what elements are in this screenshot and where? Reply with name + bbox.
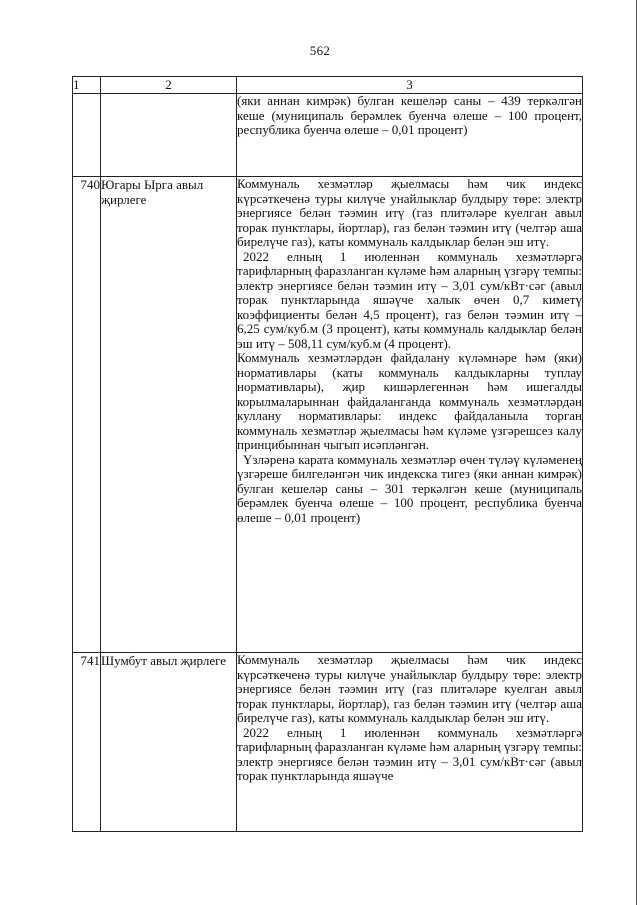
settlement-name: Югары Ырга авыл җирлеге [101,177,237,653]
paragraph: Үзләренә карата коммуналь хезмәтләр өчен түләү күләменең үзгәреше билгеләнгән чик индекска тигез (яки аннан кимрәк) булган кешеләр саны – 301 теркәлгән кеше (муниципаль берәмлек буенча өлеше – 100 процент, республика буенча өлеше – 0,01 процент) [237,451,582,525]
paragraph: Коммуналь хезмәтләр җыелмасы һәм чик индекс күрсәткеченә туры килүче унайлыклар булдыру төре: электр энергиясе белән тәэмин итү (газ плитәләре куелган авыл торак пунктлары, йортлар), газ белән тәэмин итү (челтәр аша бирелүче газ), каты коммуналь калдыклар белән эш итү. [237,652,582,725]
paragraph: 2022 елның 1 июленнән коммуналь хезмәтләргә тарифларның фаразланган күләме һәм аларның үзгәрү темпы: электр энергиясе белән тәэмин итү – 3,01 сум/кВт·сәг (авыл торак пунктларында яшәүче [237,724,582,783]
cell-description [237,177,583,653]
table-row [73,177,583,653]
paragraph: (яки аннан кимрәк) булган кешеләр саны – 439 теркәлгән кеше (муниципаль берәмлек буенча өлеше – 100 процент, республика буенча өлеше – 0,01 процент) [237,93,582,137]
page-edge-line [636,0,637,905]
paragraph: 2022 елның 1 июленнән коммуналь хезмәтләргә тарифларның фаразланган күләме һәм аларның үзгәрү темпы: электр энергиясе белән тәэмин итү – 3,01 сум/кВт·сәг (авыл торак пунктларында яшәүче халык өчен 0,7 киметү коэффициенты белән 4,5 процент), газ белән тәэмин итү – 6,25 сум/куб.м (3 процент), каты коммуналь калдыклар белән эш итү – 508,11 сум/куб.м (4 процент). [237,248,582,351]
table-header-row [73,77,583,94]
cell-name-empty [101,94,237,177]
municipal-tariff-table [72,76,583,832]
column-header-1: 1 [73,77,101,94]
column-header-3: 3 [237,77,583,94]
paragraph: Коммуналь хезмәтләрдән файдалану күләмнәре һәм (яки) нормативлары (каты коммуналь калдыкларны туплау нормативлары), җир кишәрлегеннән һәм ишегалды корылмаларыннан файдаланганда коммуналь хезмәтләрдән куллану нормативлары: индекс файдаланыла торган коммуналь хезмәтләр җыелмасы һәм күләме үзгәрешсез калу принцибыннан чыгып исәпләнгән. [237,350,582,452]
cell-description [237,653,583,832]
settlement-name: Шумбут авыл җирлеге [101,653,237,832]
page-number: 562 [309,43,331,58]
row-number: 741 [73,653,101,832]
column-header-2: 2 [101,77,237,94]
row-number: 740 [73,177,101,653]
cell-number-empty [73,94,101,177]
cell-description [237,94,583,177]
table-row [73,653,583,832]
paragraph: Коммуналь хезмәтләр җыелмасы һәм чик индекс күрсәткеченә туры килүче унайлыклар булдыру төре: электр энергиясе белән тәэмин итү (газ плитәләре куелган авыл торак пунктлары, йортлар), газ белән тәэмин итү (челтәр аша бирелүче газ), каты коммуналь калдыклар белән эш итү. [237,176,582,249]
table-row-continuation [73,94,583,177]
